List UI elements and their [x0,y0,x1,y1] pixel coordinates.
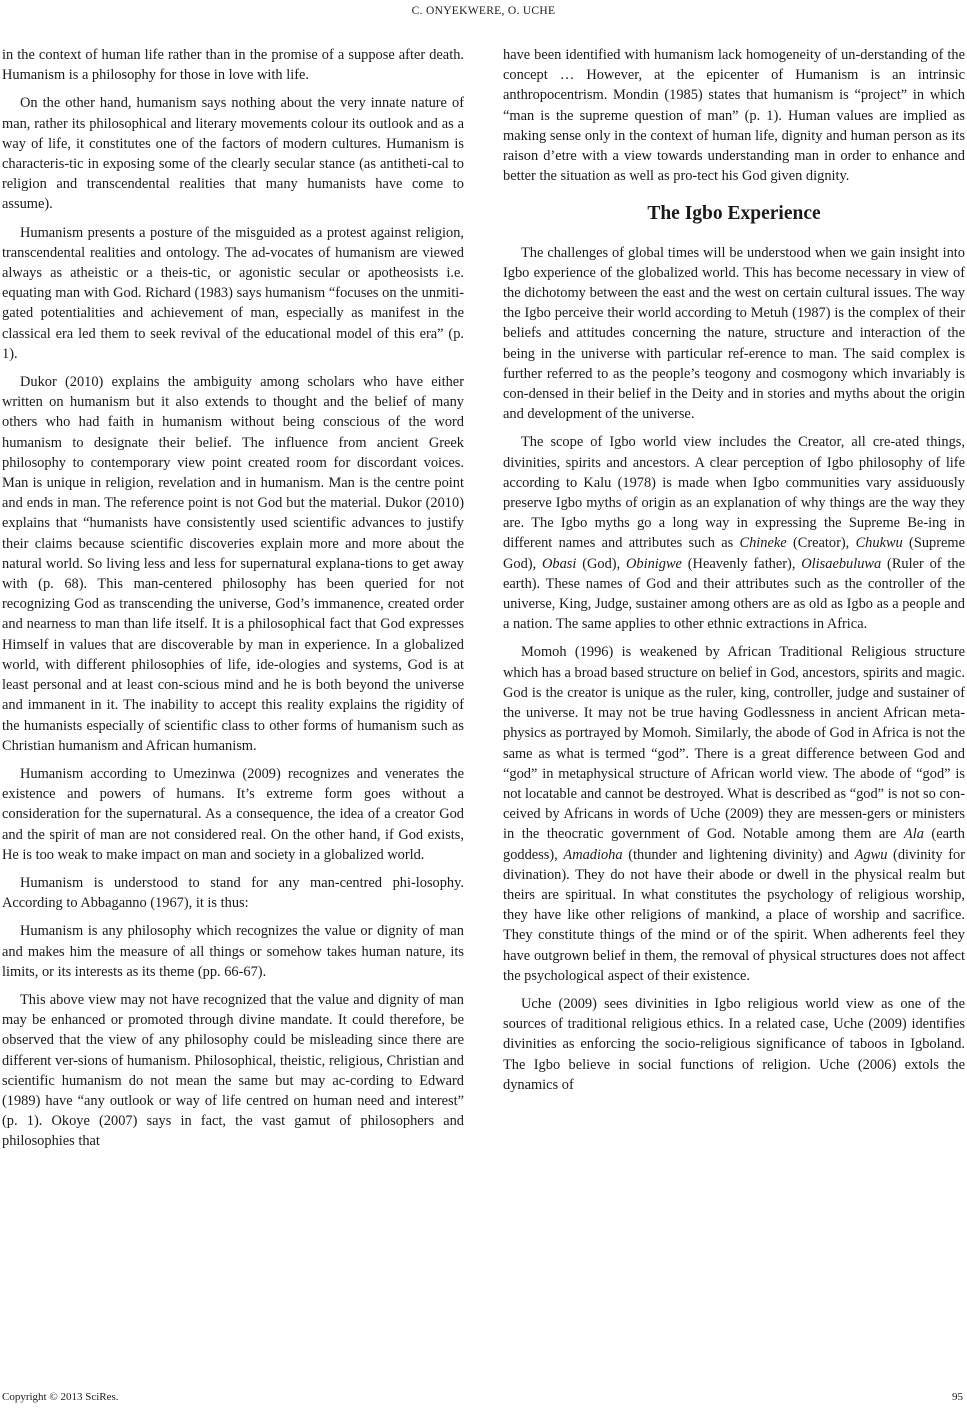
italic-term: Chukwu [855,535,903,552]
section-heading: The Igbo Experience [647,203,821,225]
italic-term: Amadioha [563,846,623,863]
text-run: (God), [576,555,626,572]
italic-term: Agwu [854,846,888,863]
paragraph: On the other hand, humanism says nothing about the very innate nature of man, rather its philosophical and literary movements colour its outlook and as a way of life, it constitutes one of the factors of modern cultures. Humanism is characteris-tic in exposing some of the clearly secular stance (as antitheti-cal to religion and transcendental realities that many humanists have come to assume). [2,95,464,213]
paragraph: Humanism according to Umezinwa (2009) recognizes and venerates the existence and powers of humans. It’s extreme form goes without a consideration for the supernatural. As a consequence, the idea of a creator God and the spirit of man are not considered real. On the other hand, if God exists, He is too weak to make impact on man and society in a globalized world. [2,765,464,863]
text-run: (Supreme God), [503,535,965,572]
italic-term: Obasi [542,555,577,572]
text-run: (thunder and lightening divinity) and [622,846,855,863]
paragraph: have been identified with humanism lack homogeneity of un-derstanding of the concept … However, at the epicenter of Humanism is an intrinsic anthropocentrism. Mondin (1985) states that humanism is “project” in which “man is the supreme question of man” (p. 1). Human values are implied as making sense only in the context of human life, dignity and human person as its raison d’etre with a view towards understanding man in order to enhance and better the situation as well as pro-tect his God given dignity. [503,47,965,185]
italic-term: Chineke [739,535,787,552]
italic-term: Obinigwe [625,555,682,572]
text-run: (Creator), [786,535,856,552]
copyright: Copyright © 2013 SciRes. [2,1391,119,1403]
paragraph: Humanism is understood to stand for any man-centred phi-losophy. According to Abbaganno (1967), it is thus: [2,874,464,912]
text-run: (divinity for divination). They do not have their abode or dwell in the physical realm but theirs are spiritual. In what constitutes the psychology of religious worship, they have like other religions of mankind, a place of worship and sacrifice. They constitute things of the mind or of the spirit. When adherents feel they have outgrown belief in them, the removal of physical structures does not affect the psychological aspect of their existence. [503,846,966,984]
paragraph: This above view may not have recognized that the value and dignity of man may be enhanced or promoted through divine mandate. It could therefore, be observed that the view of any philosophy could be misleading since there are different ver-sions of humanism. Philosophical, theistic, religious, Christian and scientific humanism do not mean the same but may ac-cording to Edward (1989) have “any outlook or way of life centred on human need and interest” (p. 1). Okoye (2007) says in fact, the vast gamut of philosophers and philosophies that [2,991,464,1150]
text-run: (Ruler of the earth). These names of God and their attributes such as the controller of the universe, King, Judge, sustainer among others are as old as Igbo as a people and a nation. The same applies to other ethnic extractions in Africa. [503,555,965,633]
paragraph [503,642,965,985]
italic-term: Ala [903,826,924,843]
paragraph: The challenges of global times will be understood when we gain insight into Igbo experience of the globalized world. This has become necessary in view of the dichotomy between the east and the west on certain cultural issues. The way the Igbo perceive their world according to Metuh (1987) is the complex of their beliefs and attitudes concerning the nature, structure and interaction of the being in the universe with particular ref-erence to man. The said complex is further referred to as the people’s teogony and cosmogony which invariably is con-densed in their belief in the Deity and in stories and myths about the origin and development of the universe. [503,244,965,423]
paragraph: Uche (2009) sees divinities in Igbo religious world view as one of the sources of traditional religious ethics. In a related case, Uche (2009) identifies divinities as enforcing the socio-religious significance of taboos in Igboland. The Igbo believe in social functions of religion. Uche (2006) extols the dynamics of [503,995,965,1093]
running-head: C. ONYEKWERE, O. UCHE [411,5,556,17]
italic-term: Olisaebuluwa [801,555,882,572]
paragraph: Humanism presents a posture of the misguided as a protest against religion, transcendental realities and ontology. The ad-vocates of humanism are viewed always as atheistic or a theis-tic, or agonistic secular or apotheosists i.e. equating man with God. Richard (1983) says humanism “focuses on the unmiti-gated potentialities and achievement of man, especially as manifest in the classical era led them to seek revival of the educational model of this era” (p. 1). [2,224,464,362]
text-run: (Heavenly father), [681,555,802,572]
paragraph: in the context of human life rather than in the promise of a suppose after death. Humanism is a philosophy for those in love with life. [2,47,464,84]
text-run: (earth goddess), [503,826,965,863]
paragraph: Dukor (2010) explains the ambiguity among scholars who have either written on humanism but it also extends to thought and the belief of many others who had faith in humanism without being conscious of the word humanism to designate their belief. The influence from ancient Greek philosophy to contemporary view point created room for discordant voices. Man is unique in religion, revelation and in humanism. Man is the centre point and ends in man. The reference point is not God but the material. Dukor (2010) explains that “humanists have consistently used scientific advances to justify their claims because scientific discoveries explain more and more about the natural world. So living less and less for supernatural explana-tions to get away with (p. 68). This man-centered philosophy has been queried for not recognizing God as transcending the universe, God’s immanence, created order and nearness to man than life itself. It is a philosophical fact that God expresses Himself in values that are discoverable by man in experience. In a globalized world, with different philosophies of life, ide-ologies and systems, God is at least personal and at least con-scious mind and he is both beyond the universe and immanent in it. The inability to accept this reality explains the rigidity of the humanists especially of scientific class to other forms of humanism such as Christian humanism and African humanism. [2,374,464,754]
text-run: The scope of Igbo world view includes the Creator, all cre-ated things, divinities, spirits and ancestors. A clear perception of Igbo philosophy of life according to Kalu (1978) is made when Igbo communities vary assiduously preserve Igbo myths of origin as an explanation of why things are the way they are. The Igbo myths go a long way in expressing the Supreme Be-ing in different names and attributes such as [503,434,965,552]
left-column [2,45,464,1160]
page-number: 95 [952,1391,963,1403]
block-quote: Humanism is any philosophy which recognizes the value or dignity of man and makes him the measure of all things or somehow takes human nature, its limits, or its interests as its theme (pp. 66-67). [2,923,464,980]
right-column [503,45,965,1103]
paragraph [503,432,965,634]
text-run: Momoh (1996) is weakened by African Traditional Religious structure which has a broad based structure on belief in God, ancestors, spirits and magic. God is the creator is unique as the ruler, king, controller, judge and sustainer of the universe. It may not be true having Godlessness in ancient African meta-physics as portrayed by Momoh. Similarly, the abode of God in Africa is not the same as what is termed “god”. There is a great difference between God and “god” in metaphysical structure of African world view. The abode of “god” is not locatable and cannot be destroyed. What is described as “god” is not so con-ceived by Africans in words of Uche (2009) they are messen-gers or ministers in the theocratic government of God. Notable among them are [503,644,965,843]
